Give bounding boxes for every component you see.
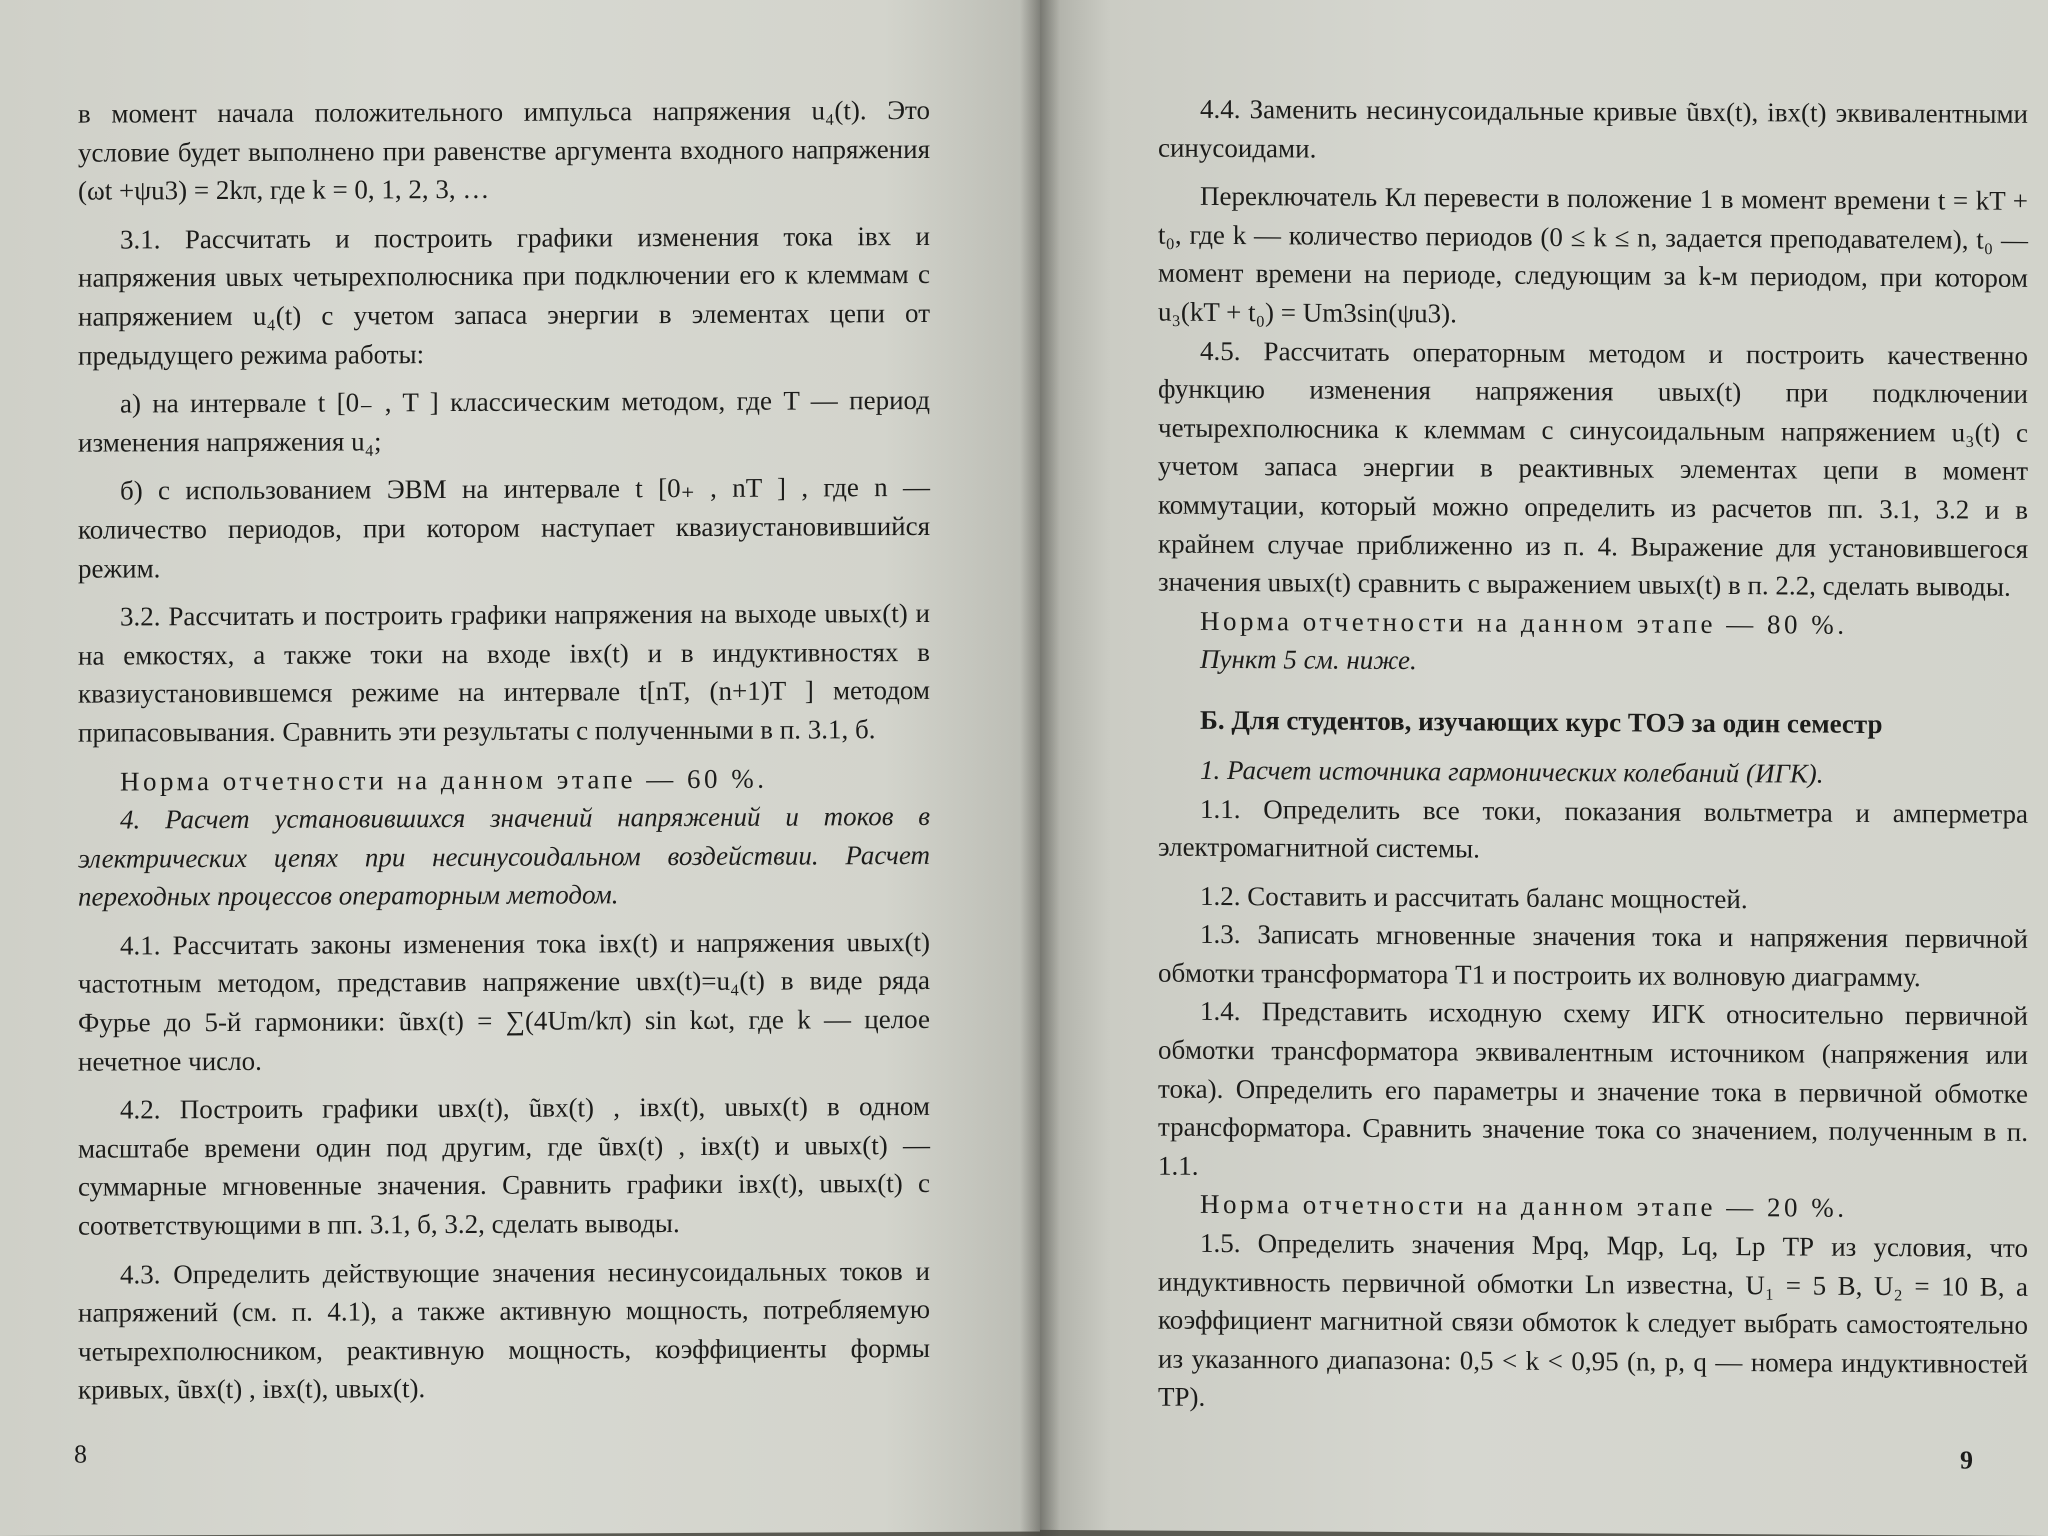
paragraph-1-5: 1.5. Определить значения Mpq, Mqp, Lq, Lp ТР из условия, что индуктивность первичной обмотки Ln известна, U₁ = 5 В, U₂ = 10 В, а коэффициент магнитной связи обмоток k следует выбрать самостоятельно из указанного диапазона: 0,5 < k < 0,95 (n, p, q — номера индуктивностей ТР). [1158,1227,2028,1413]
norm-20: Норма отчетности на данном этапе — 20 %. [1200,1189,1848,1224]
paragraph-3-2: 3.2. Рассчитать и построить графики напряжения на выходе uвых(t) и на емкостях, а также токи на входе iвх(t) и в индуктивностях в квазиустановившемся режиме на интервале t[nT, (n+1)T ] методом припасовывания. Сравнить эти результаты с полученными в п. 3.1, б. [78,598,930,748]
norm-80: Норма отчетности на данном этапе — 80 %. [1200,605,1848,640]
paragraph-4-5: 4.5. Рассчитать операторным методом и построить качественно функцию изменения напряжения uвых(t) при подключении четырехполюсника к клеммам с синусоидальным напряжением u₃(t) с учетом запаса энергии в реактивных элементах цепи в момент коммутации, который можно определить из расчетов пп. 3.1, 3.2 и в крайнем случае приближенно из п. 4. Выражение для установившегося значения uвых(t) сравнить с выражением uвых(t) в п. 2.2, сделать выводы. [1158,335,2028,602]
page-number-right: 9 [1960,1445,1973,1475]
paragraph-switch: Переключатель Кл перевести в положение 1 в момент времени t = kT + t₀, где k — количество периодов (0 ≤ k ≤ n, задается преподавателем), t₀ — момент времени на периоде, следующим за k-м периодом, при котором u₃(kT + t₀) = Um3sin(ψu3). [1158,181,2028,329]
paragraph-3-1: 3.1. Рассчитать и построить графики изменения тока iвх и напряжения uвых четырехполюсника при подключении его к клеммам с напряжением u₄(t) с учетом запаса энергии в элементах цепи от предыдущего режима работы: [78,220,930,371]
right-page [1040,0,2048,1536]
paragraph-1-2: 1.2. Составить и рассчитать баланс мощностей. [1200,880,1748,914]
norm-60: Норма отчетности на данном этапе — 60 %. [120,763,768,796]
note-item-5: Пункт 5 см. ниже. [1200,644,1417,676]
paragraph-continuation: в момент начала положительного импульса напряжения u₄(t). Это условие будет выполнено при равенстве аргумента входного напряжения (ωt +ψu3) = 2kπ, где k = 0, 1, 2, 3, … [78,94,930,206]
paragraph-1-1: 1.1. Определить все токи, показания вольтметра и амперметра электромагнитной системы. [1158,793,2028,864]
paragraph-4-1: 4.1. Рассчитать законы изменения тока iвх(t) и напряжения uвых(t) частотным методом, представив напряжение uвх(t)=u₄(t) в виде ряда Фурье до 5-й гармоники: ũвх(t) = ∑(4Um/kπ) sin kωt, где k — целое нечетное число. [78,926,930,1077]
paragraph-1-4: 1.4. Представить исходную схему ИГК относительно первичной обмотки трансформатора эквивалентным источником (напряжения или тока). Определить его параметры и значение тока в первичной обмотке трансформатора. Сравнить значение тока со значением, полученным в п. 1.1. [1158,996,2028,1181]
paragraph-3-1-b: б) с использованием ЭВМ на интервале t [0₊ , nT ] , где n — количество периодов, при котором наступает квазиустановившийся режим. [78,472,930,584]
paragraph-4-2: 4.2. Построить графики uвх(t), ũвх(t) , iвх(t), uвых(t) в одном масштабе времени один под другим, где ũвх(t) , iвх(t) и uвых(t) — суммарные мгновенные значения. Сравнить графики iвх(t), uвых(t) с соответствующими в пп. 3.1, б, 3.2, сделать выводы. [78,1091,930,1241]
paragraph-1-3: 1.3. Записать мгновенные значения тока и напряжения первичной обмотки трансформатора Т1 и построить их волновую диаграмму. [1158,919,2028,993]
paragraph-3-1-a: а) на интервале t [0₋ , T ] классическим методом, где T — период изменения напряжения u₄; [78,385,930,458]
section-1-title: 1. Расчет источника гармонических колебаний (ИГК). [1200,754,1824,789]
section-4-title: 4. Расчет установившихся значений напряжений и токов в электрических цепях при несинусоидальном воздействии. Расчет переходных процессов операторным методом. [78,801,930,912]
paragraph-4-3: 4.3. Определить действующие значения несинусоидальных токов и напряжений (см. п. 4.1), а также активную мощность, потребляемую четырехполюсником, реактивную мощность, коэффициенты формы кривых, ũвх(t) , iвх(t), uвых(t). [78,1255,930,1406]
book-gutter [1020,0,1060,1536]
paragraph-4-4: 4.4. Заменить несинусоидальные кривые ũвх(t), iвх(t) эквивалентными синусоидами. [1158,93,2028,164]
page-number-left: 8 [74,1439,87,1469]
section-b-heading: Б. Для студентов, изучающих курс ТОЭ за один семестр [1200,704,1883,739]
